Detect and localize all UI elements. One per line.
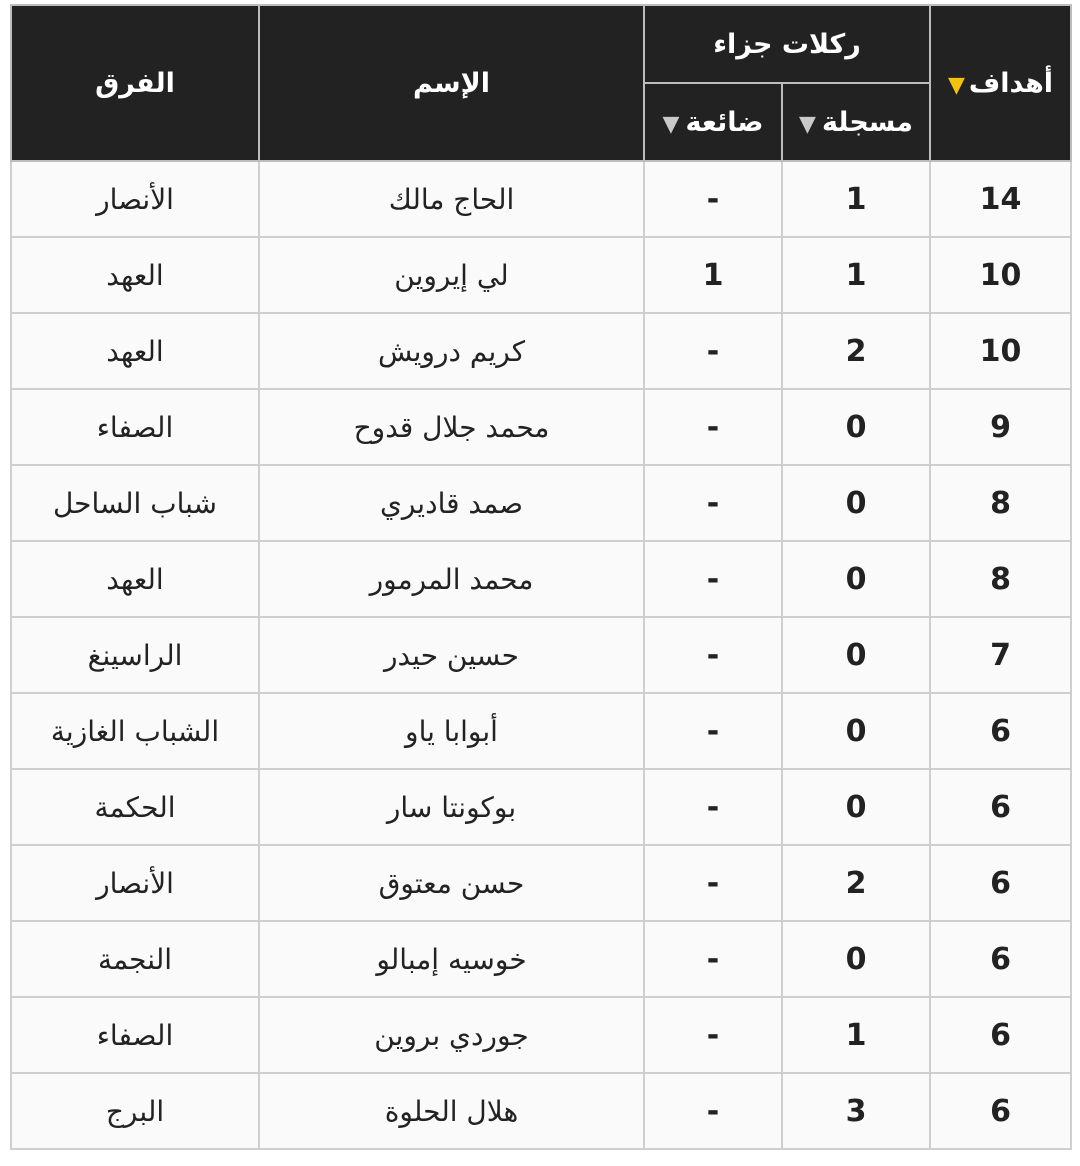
penalties-column-header <box>644 5 930 83</box>
scored-cell: 1 <box>782 237 930 313</box>
goals-cell: 6 <box>930 845 1071 921</box>
missed-cell: - <box>644 465 782 541</box>
goals-cell: 8 <box>930 541 1071 617</box>
team-cell: النجمة <box>11 921 259 997</box>
table-row <box>11 921 1071 997</box>
missed-cell: 1 <box>644 237 782 313</box>
table-row <box>11 541 1071 617</box>
missed-cell: - <box>644 389 782 465</box>
team-cell: الأنصار <box>11 161 259 237</box>
table-row <box>11 693 1071 769</box>
team-cell: البرج <box>11 1073 259 1149</box>
missed-cell: - <box>644 769 782 845</box>
missed-cell: - <box>644 313 782 389</box>
scored-cell: 3 <box>782 1073 930 1149</box>
table-row <box>11 769 1071 845</box>
table-row <box>11 161 1071 237</box>
player-name-cell: بوكونتا سار <box>259 769 644 845</box>
scored-cell: 0 <box>782 769 930 845</box>
missed-header-label: ضائعة <box>685 106 764 138</box>
player-name-cell: صمد قاديري <box>259 465 644 541</box>
player-name-cell: لي إيروين <box>259 237 644 313</box>
team-cell: الراسينغ <box>11 617 259 693</box>
sort-icon: ▼ <box>662 111 680 137</box>
table-row <box>11 237 1071 313</box>
missed-cell: - <box>644 997 782 1073</box>
missed-cell: - <box>644 541 782 617</box>
team-cell: الصفاء <box>11 389 259 465</box>
table-row <box>11 845 1071 921</box>
goals-cell: 6 <box>930 997 1071 1073</box>
team-cell: الصفاء <box>11 997 259 1073</box>
player-name-cell: حسين حيدر <box>259 617 644 693</box>
scored-cell: 0 <box>782 617 930 693</box>
goals-cell: 14 <box>930 161 1071 237</box>
player-name-cell: أبوابا ياو <box>259 693 644 769</box>
scored-header-label: مسجلة <box>821 106 913 138</box>
table-row <box>11 1073 1071 1149</box>
top-scorers-table <box>10 4 1072 1150</box>
missed-cell: - <box>644 161 782 237</box>
sort-icon: ▼ <box>799 111 816 137</box>
table-row <box>11 313 1071 389</box>
team-cell: الحكمة <box>11 769 259 845</box>
player-name-cell: حسن معتوق <box>259 845 644 921</box>
goals-cell: 8 <box>930 465 1071 541</box>
sort-descending-icon: ▼ <box>947 72 965 98</box>
table-row <box>11 617 1071 693</box>
table-row <box>11 997 1071 1073</box>
goals-cell: 6 <box>930 769 1071 845</box>
player-name-cell: كريم درويش <box>259 313 644 389</box>
missed-column-header[interactable] <box>644 83 782 161</box>
missed-cell: - <box>644 845 782 921</box>
missed-cell: - <box>644 1073 782 1149</box>
team-column-header <box>11 5 259 161</box>
goals-cell: 10 <box>930 237 1071 313</box>
missed-cell: - <box>644 921 782 997</box>
scored-cell: 0 <box>782 921 930 997</box>
table-body <box>11 161 1071 1149</box>
player-name-cell: هلال الحلوة <box>259 1073 644 1149</box>
name-header-label: الإسم <box>412 67 491 99</box>
name-column-header <box>259 5 644 161</box>
player-name-cell: محمد المرمور <box>259 541 644 617</box>
team-cell: الشباب الغازية <box>11 693 259 769</box>
penalties-header-label: ركلات جزاء <box>713 28 861 60</box>
missed-cell: - <box>644 617 782 693</box>
scored-cell: 1 <box>782 997 930 1073</box>
team-cell: العهد <box>11 313 259 389</box>
goals-cell: 7 <box>930 617 1071 693</box>
scorers-table-container <box>10 4 1070 1150</box>
goals-cell: 9 <box>930 389 1071 465</box>
team-cell: العهد <box>11 237 259 313</box>
goals-cell: 6 <box>930 921 1071 997</box>
table-row <box>11 465 1071 541</box>
scored-cell: 0 <box>782 465 930 541</box>
table-row <box>11 389 1071 465</box>
table-header <box>11 5 1071 161</box>
team-cell: العهد <box>11 541 259 617</box>
goals-column-header[interactable] <box>930 5 1071 161</box>
goals-cell: 6 <box>930 693 1071 769</box>
team-header-label: الفرق <box>95 67 175 99</box>
scored-cell: 0 <box>782 541 930 617</box>
player-name-cell: محمد جلال قدوح <box>259 389 644 465</box>
player-name-cell: جوردي بروين <box>259 997 644 1073</box>
scored-cell: 2 <box>782 313 930 389</box>
team-cell: الأنصار <box>11 845 259 921</box>
player-name-cell: خوسيه إمبالو <box>259 921 644 997</box>
goals-cell: 6 <box>930 1073 1071 1149</box>
scored-cell: 2 <box>782 845 930 921</box>
goals-cell: 10 <box>930 313 1071 389</box>
goals-header-label: أهداف <box>968 67 1054 99</box>
scored-column-header[interactable] <box>782 83 930 161</box>
player-name-cell: الحاج مالك <box>259 161 644 237</box>
scored-cell: 0 <box>782 693 930 769</box>
team-cell: شباب الساحل <box>11 465 259 541</box>
missed-cell: - <box>644 693 782 769</box>
scored-cell: 1 <box>782 161 930 237</box>
scored-cell: 0 <box>782 389 930 465</box>
